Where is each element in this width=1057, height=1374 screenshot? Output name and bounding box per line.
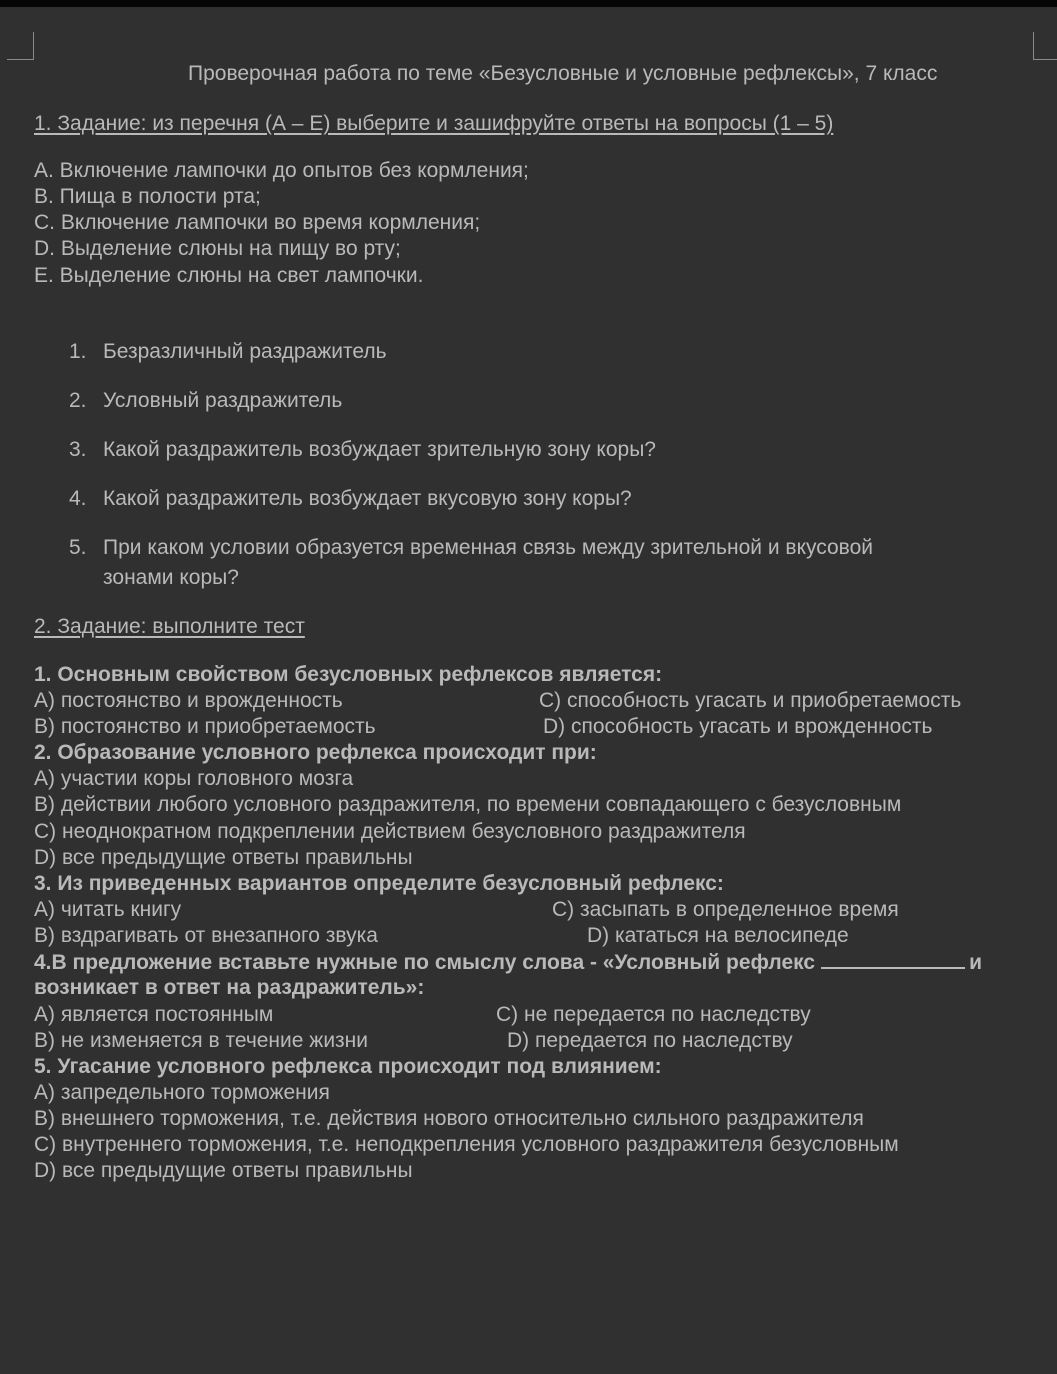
- question-number: 2.: [69, 389, 87, 412]
- task1-question-3: [69, 437, 656, 463]
- question-text: Условный раздражитель: [103, 389, 343, 412]
- test-q2-answer-a: А) участии коры головного мозга: [34, 767, 354, 790]
- task1-option-b: В. Пища в полости рта;: [34, 185, 261, 208]
- task2-heading: 2. Задание: выполните тест: [34, 615, 305, 638]
- question-text: При каком условии образуется временная связь между зрительной и вкусовой: [103, 536, 873, 559]
- fill-in-blank: [821, 949, 965, 969]
- task1-option-d: D. Выделение слюны на пищу во рту;: [34, 237, 401, 260]
- test-q2-answer-c: С) неоднократном подкреплении действием безусловного раздражителя: [34, 820, 746, 843]
- task1-question-5-continuation: зонами коры?: [103, 566, 239, 589]
- question-number: 3.: [69, 438, 87, 461]
- question-text: Какой раздражитель возбуждает зрительную зону коры?: [103, 438, 656, 461]
- test-q4-answer-d: D) передается по наследству: [507, 1029, 793, 1052]
- question-number: 4.: [69, 487, 87, 510]
- test-q3-answer-d: D) кататься на велосипеде: [587, 924, 849, 947]
- task1-question-1: [69, 339, 387, 365]
- test-question-1: 1. Основным свойством безусловных рефлексов является:: [34, 663, 663, 686]
- task1-option-c: С. Включение лампочки во время кормления;: [34, 211, 481, 234]
- task1-heading: 1. Задание: из перечня (А – Е) выберите и зашифруйте ответы на вопросы (1 – 5): [34, 112, 834, 135]
- test-q3-answer-b: В) вздрагивать от внезапного звука: [34, 924, 378, 947]
- test-question-4: [34, 949, 982, 976]
- top-bar: [0, 0, 1057, 7]
- test-question-5: 5. Угасание условного рефлекса происходит под влиянием:: [34, 1055, 662, 1078]
- test-q4-answer-a: А) является постоянным: [34, 1003, 274, 1026]
- question-4-part1: 4.В предложение вставьте нужные по смыслу слова - «Условный рефлекс: [34, 951, 816, 974]
- task1-question-5: [69, 535, 873, 561]
- test-q2-answer-d: D) все предыдущие ответы правильны: [34, 846, 413, 869]
- test-question-2: 2. Образование условного рефлекса происходит при:: [34, 741, 597, 764]
- test-q3-answer-c: С) засыпать в определенное время: [552, 898, 899, 921]
- question-number: 1.: [69, 340, 87, 363]
- test-q1-answer-d: D) способность угасать и врожденность: [543, 715, 933, 738]
- test-q3-answer-a: А) читать книгу: [34, 898, 182, 921]
- question-4-part2: и: [969, 951, 982, 974]
- test-q5-answer-d: D) все предыдущие ответы правильны: [34, 1159, 413, 1182]
- test-q1-answer-c: С) способность угасать и приобретаемость: [539, 689, 962, 712]
- task1-question-2: [69, 388, 342, 414]
- page-corner-mark-right: [1033, 32, 1057, 60]
- test-q5-answer-b: В) внешнего торможения, т.е. действия нового относительно сильного раздражителя: [34, 1107, 864, 1130]
- test-q4-answer-b: В) не изменяется в течение жизни: [34, 1029, 369, 1052]
- question-text: Безразличный раздражитель: [103, 340, 387, 363]
- task1-option-e: Е. Выделение слюны на свет лампочки.: [34, 264, 424, 287]
- test-question-3: 3. Из приведенных вариантов определите безусловный рефлекс:: [34, 872, 724, 895]
- test-question-4-line2: возникает в ответ на раздражитель»:: [34, 976, 425, 999]
- question-number: 5.: [69, 536, 87, 559]
- task1-option-a: А. Включение лампочки до опытов без кормления;: [34, 159, 529, 182]
- page-corner-mark-left: [7, 32, 34, 60]
- test-q2-answer-b: В) действии любого условного раздражителя, по времени совпадающего с безусловным: [34, 793, 902, 816]
- test-q1-answer-b: В) постоянство и приобретаемость: [34, 715, 376, 738]
- task1-question-4: [69, 486, 632, 512]
- test-q1-answer-a: А) постоянство и врожденность: [34, 689, 343, 712]
- question-text: Какой раздражитель возбуждает вкусовую зону коры?: [103, 487, 632, 510]
- document-title: Проверочная работа по теме «Безусловные и условные рефлексы», 7 класс: [188, 62, 938, 85]
- test-q5-answer-c: С) внутреннего торможения, т.е. неподкрепления условного раздражителя безусловным: [34, 1133, 899, 1156]
- test-q4-answer-c: С) не передается по наследству: [496, 1003, 811, 1026]
- test-q5-answer-a: А) запредельного торможения: [34, 1081, 330, 1104]
